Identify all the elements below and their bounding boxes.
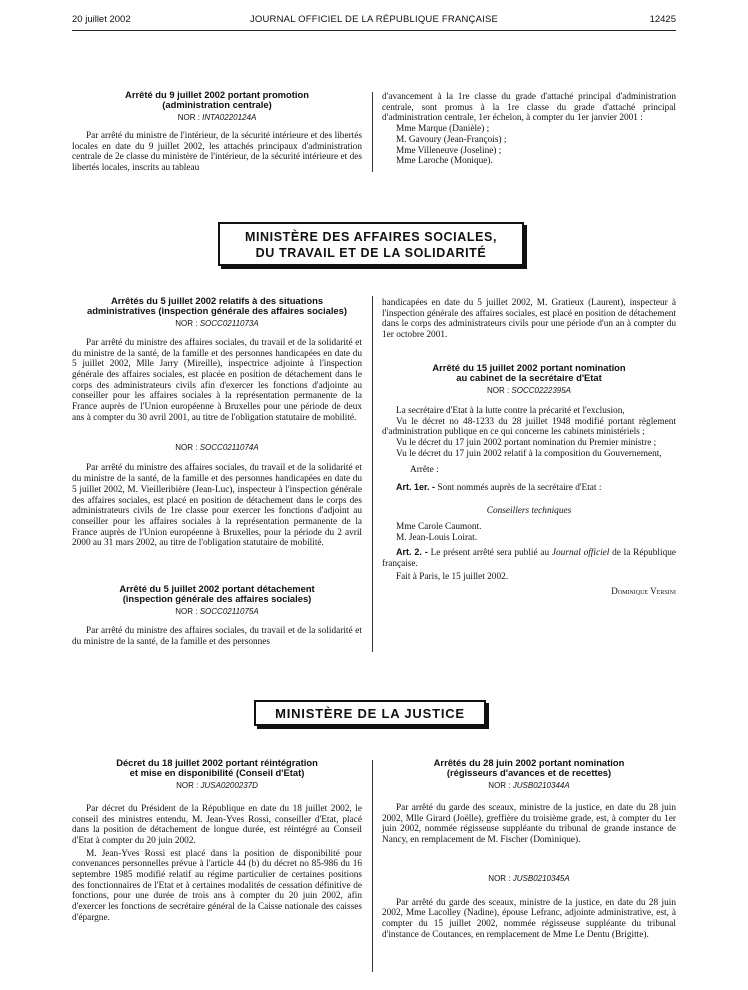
- paragraph: Par arrêté du ministre des affaires sociales, du travail et de la solidarité et du ministre de la santé, de la famille et des personnes handicapées en date du 5 juillet 2002, M. Vieilleribière (Jean-Luc), inspecteur à l'inspection générale des affaires sociales, est placé en position de détachement dans le corps des administrateurs civils de 1re classe pour exercer les fonctions d'adjoint au conseiller pour les affaires sociales à la représentation permanente de la France auprès de l'Union européenne à Bruxelles, pour la période du 2 avril 2000 au 31 mars 2002, au titre de l'obligation statutaire de mobilité.: [72, 463, 362, 549]
- list-item: Mme Carole Caumont.: [396, 522, 482, 533]
- section-title-line2: (administration centrale): [162, 99, 272, 111]
- section-title-line2: au cabinet de la secrétaire d'Etat: [456, 372, 602, 384]
- section-decree-reintegration: [72, 758, 362, 924]
- article-1: Art. 1er. - Sont nommés auprès de la secrétaire d'Etat :: [396, 482, 602, 494]
- section-promotion-left: [72, 90, 362, 174]
- nor-reference: NOR : JUSA0200237D: [176, 780, 258, 790]
- section-title-line2: (inspection générale des affaires sociales): [122, 593, 312, 605]
- section-detachment-continued: [382, 298, 676, 341]
- subheading: Conseillers techniques: [486, 505, 572, 516]
- section-regisseurs: [382, 758, 676, 940]
- nor-reference: NOR : JUSB0210344A: [488, 780, 570, 790]
- section-situations: [72, 296, 362, 549]
- list-item: Mme Villeneuve (Joseline) ;: [396, 145, 502, 156]
- paragraph: handicapées en date du 5 juillet 2002, M. Gratieux (Laurent), inspecteur à l'inspection générale des affaires sociales, est placé en position de détachement dans le corps des administrateurs civils pour une période d'un an à compter du 1er octobre 2001.: [382, 298, 676, 341]
- paragraph: Vu le décret du 17 juin 2002 portant nomination du Premier ministre ;: [396, 437, 657, 448]
- signature: Dominique Versini: [611, 585, 676, 596]
- nor-reference: NOR : SOCC0211075A: [175, 606, 259, 616]
- section-title: Arrêté du 15 juillet 2002 portant nomination: [432, 362, 626, 373]
- section-title: Arrêté du 5 juillet 2002 portant détachement: [119, 583, 315, 594]
- section-title-line2: et mise en disponibilité (Conseil d'Etat): [129, 767, 305, 779]
- section-detachment: [72, 584, 362, 647]
- paragraph: Par arrêté du ministre des affaires sociales, du travail et de la solidarité et du ministre de la santé, de la famille et des personnes handicapées en date du 5 juillet 2002, Mlle Jarry (Mireille), inspectrice adjointe à l'inspection générale des affaires sociales, est placée en position de détachement dans le corps des administrateurs civils afin d'exercer les fonctions d'adjointe au conseiller pour les affaires sociales à la représentation permanente de la France auprès de l'Union européenne à Bruxelles pour une période de deux ans à compter du 30 avril 2001, au titre de l'obligation statutaire de mobilité.: [72, 337, 362, 423]
- paragraph: Par arrêté du garde des sceaux, ministre de la justice, en date du 28 juin 2002, Mlle Girard (Joëlle), greffière du troisième grade, est, à compter du 1er juin 2002, nommée régisseuse suppléante du tribunal de grande instance de Nancy, en remplacement de M. Fischer (Dominique).: [382, 802, 676, 845]
- page-header: [72, 14, 676, 28]
- paragraph: Vu le décret no 48-1233 du 28 juillet 1948 modifié portant règlement d'administration publique en ce qui concerne les cabinets ministériels ;: [382, 416, 676, 438]
- section-title: Arrêtés du 28 juin 2002 portant nomination: [433, 757, 625, 768]
- list-item: Mme Laroche (Monique).: [396, 156, 493, 167]
- column-divider: [372, 760, 373, 972]
- nor-reference: NOR : INTA0220124A: [177, 112, 257, 122]
- ministry-heading-social-affairs: MINISTÈRE DES AFFAIRES SOCIALES, DU TRAVAIL ET DE LA SOLIDARITÉ: [218, 222, 524, 266]
- list-item: M. Jean-Louis Loirat.: [396, 533, 478, 544]
- section-cabinet-nomination: [382, 363, 676, 597]
- paragraph: Par arrêté du ministre de l'intérieur, de la sécurité intérieure et des libertés locales en date du 9 juillet 2002, les attachés principaux d'administration centrale de 2e classe du ministère de l'intérieur, de la sécurité intérieure et des libertés locales, inscrits au tableau: [72, 130, 362, 173]
- paragraph: M. Jean-Yves Rossi est placé dans la position de disponibilité pour convenances personnelles prévue à l'article 44 (b) du décret no 85-986 du 16 septembre 1985 modifié relatif au régime particulier de certaines positions des fonctionnaires de l'Etat et à certaines modalités de cessation définitive de fonctions, pour une durée de trois ans à compter du 20 juin 2002, afin d'exercer les fonctions de secrétaire général de la Caisse nationale des caisses d'épargne.: [72, 848, 362, 923]
- list-item: Mme Marque (Danièle) ;: [396, 124, 490, 135]
- header-date: 20 juillet 2002: [72, 14, 131, 25]
- section-title-line2: administratives (inspection générale des affaires sociales): [86, 305, 347, 317]
- paragraph: d'avancement à la 1re classe du grade d'attaché principal d'administration centrale, sont promus à la 1re classe du grade d'attaché principal d'administration centrale, 1er échelon, à compter du 1er janvier 2001 :: [382, 92, 676, 124]
- paragraph: Par arrêté du garde des sceaux, ministre de la justice, en date du 28 juin 2002, Mme Lacolley (Nadine), épouse Lefranc, adjointe administrative, est, à compter du 15 juillet 2002, nommée régisseuse suppléante du tribunal d'instance de Coutances, en remplacement de Mme Le Dentu (Brigitte).: [382, 897, 676, 940]
- ministry-heading-justice: MINISTÈRE DE LA JUSTICE: [254, 700, 486, 726]
- paragraph: La secrétaire d'Etat à la lutte contre la précarité et l'exclusion,: [396, 405, 625, 416]
- nor-reference: NOR : JUSB0210345A: [488, 873, 570, 883]
- paragraph: Par décret du Président de la République en date du 18 juillet 2002, le conseil des ministres entendu, M. Jean-Yves Rossi, conseiller d'Etat, placé dans la position de détachement de longue durée, est réintégré au Conseil d'Etat à compter du 20 juin 2002.: [72, 803, 362, 846]
- journal-title: JOURNAL OFFICIEL DE LA RÉPUBLIQUE FRANÇAISE: [249, 14, 499, 25]
- article-2: Art. 2. - Le présent arrêté sera publié au Journal officiel de la République française.: [382, 546, 677, 569]
- column-divider: [372, 92, 373, 172]
- section-title-line2: (régisseurs d'avances et de recettes): [446, 767, 612, 779]
- list-item: M. Gavoury (Jean-François) ;: [396, 134, 507, 145]
- section-title: Arrêté du 9 juillet 2002 portant promotion: [125, 89, 309, 100]
- nor-reference: NOR : SOCC0211074A: [175, 443, 259, 453]
- arrete-label: Arrête :: [410, 465, 439, 476]
- paragraph: Par arrêté du ministre des affaires sociales, du travail et de la solidarité et du ministre de la santé, de la famille et des personnes: [72, 625, 362, 647]
- nor-reference: NOR : SOCC0211073A: [175, 318, 259, 328]
- place-date: Fait à Paris, le 15 juillet 2002.: [396, 572, 509, 583]
- column-divider: [372, 296, 373, 652]
- section-promotion-right: [382, 92, 676, 167]
- section-title: Arrêtés du 5 juillet 2002 relatifs à des situations: [110, 295, 324, 306]
- section-title: Décret du 18 juillet 2002 portant réintégration: [116, 757, 318, 768]
- nor-reference: NOR : SOCC0222395A: [486, 385, 572, 395]
- page-number: 12425: [649, 14, 676, 25]
- header-rule: [72, 30, 676, 31]
- paragraph: Vu le décret du 17 juin 2002 relatif à la composition du Gouvernement,: [396, 448, 662, 459]
